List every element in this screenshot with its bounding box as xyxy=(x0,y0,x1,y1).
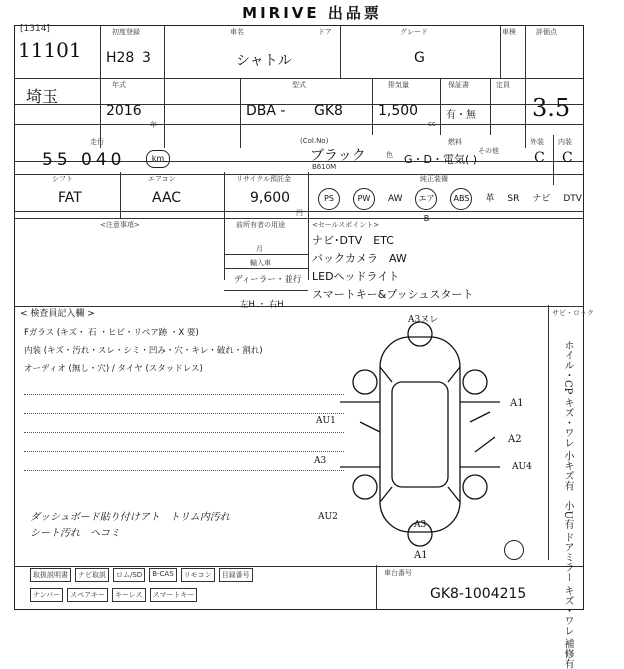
label-model: 型式 xyxy=(292,81,306,89)
sales-point: ナビ･DTV ETC xyxy=(312,234,394,247)
color-code: B610M xyxy=(312,163,337,171)
label-fuel: 燃料 xyxy=(448,138,462,146)
sales-point: バックカメラ AW xyxy=(312,252,407,265)
model-value: GK8 xyxy=(314,103,343,119)
bottom-cell: ナビ取説 xyxy=(75,568,109,582)
divider xyxy=(490,78,491,135)
lot-number: 11101 xyxy=(18,38,82,62)
label-displacement: 排気量 xyxy=(388,81,409,89)
label-rust: サビ・ロック xyxy=(552,309,594,317)
mileage-value: 55 040 xyxy=(42,150,126,170)
car-name: シャトル xyxy=(236,53,292,69)
bottom-cell: B-CAS xyxy=(149,568,176,582)
divider xyxy=(15,306,583,307)
bottom-cell: 目録番号 xyxy=(219,568,253,582)
bottom-cell: ロム/SD xyxy=(113,568,145,582)
divider xyxy=(224,254,308,255)
divider xyxy=(164,25,165,148)
bottom-cell: リモコン xyxy=(181,568,215,582)
label-color: 色 xyxy=(386,151,393,159)
divider xyxy=(548,305,549,560)
dotted-lines xyxy=(24,378,344,498)
equipment-item: PW xyxy=(353,188,375,210)
label-inspector: < 検査員記入欄 > xyxy=(20,309,95,319)
divider xyxy=(525,25,526,148)
label-shift: シフト xyxy=(52,175,73,183)
label-recycle: リサイクル預託金 xyxy=(236,175,292,183)
divider xyxy=(340,25,341,78)
label-inspection: 車検 xyxy=(502,28,516,36)
label-doors: ドア xyxy=(318,28,332,36)
mark-a1: A1 xyxy=(510,398,524,409)
frame-number: GK8-1004215 xyxy=(430,586,527,602)
mark-au4: AU4 xyxy=(512,462,532,472)
divider xyxy=(440,78,441,135)
label-color-no: (Col.No) xyxy=(300,137,329,145)
label-name: 車名 xyxy=(230,28,244,36)
label-aircon: エアコン xyxy=(148,175,176,183)
inspector-line: Fガラス (キズ・ 石 ・ヒビ・リペア跡 ・X 要) xyxy=(24,328,199,338)
divider xyxy=(224,172,225,280)
warranty-value: 有・無 xyxy=(446,110,476,121)
label-mileage: 走行 xyxy=(90,138,104,146)
equipment-item: ABS xyxy=(450,188,472,210)
divider xyxy=(120,172,121,218)
label-frame-no: 車台番号 xyxy=(384,569,412,577)
sales-points-list xyxy=(312,232,473,304)
handwritten-notes xyxy=(30,510,230,542)
equipment-list xyxy=(318,188,582,223)
divider xyxy=(100,25,101,148)
mark-a3-bottom: A3 xyxy=(414,520,427,530)
divider xyxy=(553,135,554,185)
yen-unit: 円 xyxy=(296,209,303,217)
label-grade: グレード xyxy=(400,28,428,36)
mark-a1-bottom: A1 xyxy=(414,550,428,561)
divider xyxy=(14,218,584,219)
divider xyxy=(224,290,308,291)
import-label: 輸入車 xyxy=(250,259,271,267)
inspector-line: オーディオ (無し・穴) / タイヤ (スタッドレス) xyxy=(24,364,203,374)
label-exterior: 外装 xyxy=(530,138,544,146)
handle-label: 左H ・ 右H xyxy=(240,300,284,310)
equipment-item: エアB xyxy=(415,188,437,210)
equipment-item: 革 xyxy=(485,194,495,204)
region: 埼玉 xyxy=(26,87,59,106)
cc-unit: cc xyxy=(428,120,436,128)
dealer-label: ディーラー・並行 xyxy=(234,275,302,285)
model-prefix: DBA - xyxy=(246,103,286,119)
recycle-value: 9,600 xyxy=(250,190,291,206)
handwritten-note: シート汚れ ヘコミ xyxy=(30,528,120,539)
year-unit: 年 xyxy=(150,121,157,129)
aircon-value: AAC xyxy=(152,190,182,206)
equipment-item: SR xyxy=(507,194,520,204)
bottom-cell: ナンバー xyxy=(30,588,63,602)
first-reg-month: 3 xyxy=(142,50,151,66)
equipment-item: PS xyxy=(318,188,340,210)
equipment-item: DTV xyxy=(563,194,582,204)
label-seats: 定員 xyxy=(496,81,510,89)
equipment-item: AW xyxy=(387,194,403,204)
mark-a3-left: A3 xyxy=(314,456,327,466)
divider xyxy=(376,565,377,610)
bottom-cell: スペアキー xyxy=(67,588,108,602)
equipment-item: ナビ xyxy=(532,194,551,204)
interior-grade: C xyxy=(562,150,573,166)
km-unit: km xyxy=(146,150,170,168)
score-value: 3.5 xyxy=(532,94,571,122)
divider xyxy=(500,25,501,78)
vertical-note: ホイル・CP キズ・ワレ 小キズ有 小U有 ドアミラー キズ・ワレ 補修有 xyxy=(562,340,573,669)
lot-small: [1314] xyxy=(20,24,50,34)
label-score: 評価点 xyxy=(536,28,557,36)
mark-a3-top: A3ヌレ xyxy=(408,315,439,325)
shift-value: FAT xyxy=(58,190,82,206)
inspector-line: 内装 (キズ・汚れ・スレ・シミ・凹み・穴・キレ・破れ・割れ) xyxy=(24,346,263,356)
month-label: 月 xyxy=(256,245,263,253)
divider xyxy=(15,566,583,567)
sales-point: スマートキー&プッシュスタート xyxy=(312,288,474,301)
check-circle xyxy=(504,540,524,560)
fuel-note: その他 xyxy=(478,147,499,155)
mark-a2: A2 xyxy=(508,434,522,445)
handwritten-note: ダッシュボード貼り付けアト トリム内汚れ xyxy=(30,512,230,523)
label-warranty: 保証書 xyxy=(448,81,469,89)
first-reg-era: H28 xyxy=(106,50,135,66)
label-first-reg: 初度登録 xyxy=(112,28,140,36)
divider xyxy=(224,268,308,269)
divider xyxy=(15,174,583,175)
bottom-cell: 取扱説明書 xyxy=(30,568,71,582)
year-value: 2016 xyxy=(106,103,142,119)
label-notes: <注意事項> xyxy=(100,221,140,229)
divider xyxy=(308,172,309,280)
label-equipment: 純正装備 xyxy=(420,175,448,183)
mark-au1: AU1 xyxy=(316,416,336,426)
bottom-cell: スマートキー xyxy=(150,588,198,602)
label-year: 年式 xyxy=(112,81,126,89)
fuel-value: G・D・電気( ) xyxy=(404,153,478,166)
mark-au2: AU2 xyxy=(318,512,338,522)
grade-value: G xyxy=(414,50,425,66)
label-interior: 内装 xyxy=(558,138,572,146)
bottom-row-2 xyxy=(30,588,197,602)
sales-point: LEDヘッドライト xyxy=(312,270,400,283)
divider xyxy=(240,78,241,148)
label-prior-use: 前所有者の用途 xyxy=(236,221,285,229)
bottom-cell: キーレス xyxy=(112,588,146,602)
displacement-value: 1,500 xyxy=(378,103,419,119)
bottom-row-1 xyxy=(30,568,253,582)
color-value: ブラック xyxy=(310,148,366,164)
exterior-grade: C xyxy=(534,150,545,166)
page-title: MIRIVE 出品票 xyxy=(242,4,382,22)
inspector-lines xyxy=(24,324,263,378)
divider xyxy=(372,78,373,135)
label-sales-points: <セールスポイント> xyxy=(312,221,380,229)
